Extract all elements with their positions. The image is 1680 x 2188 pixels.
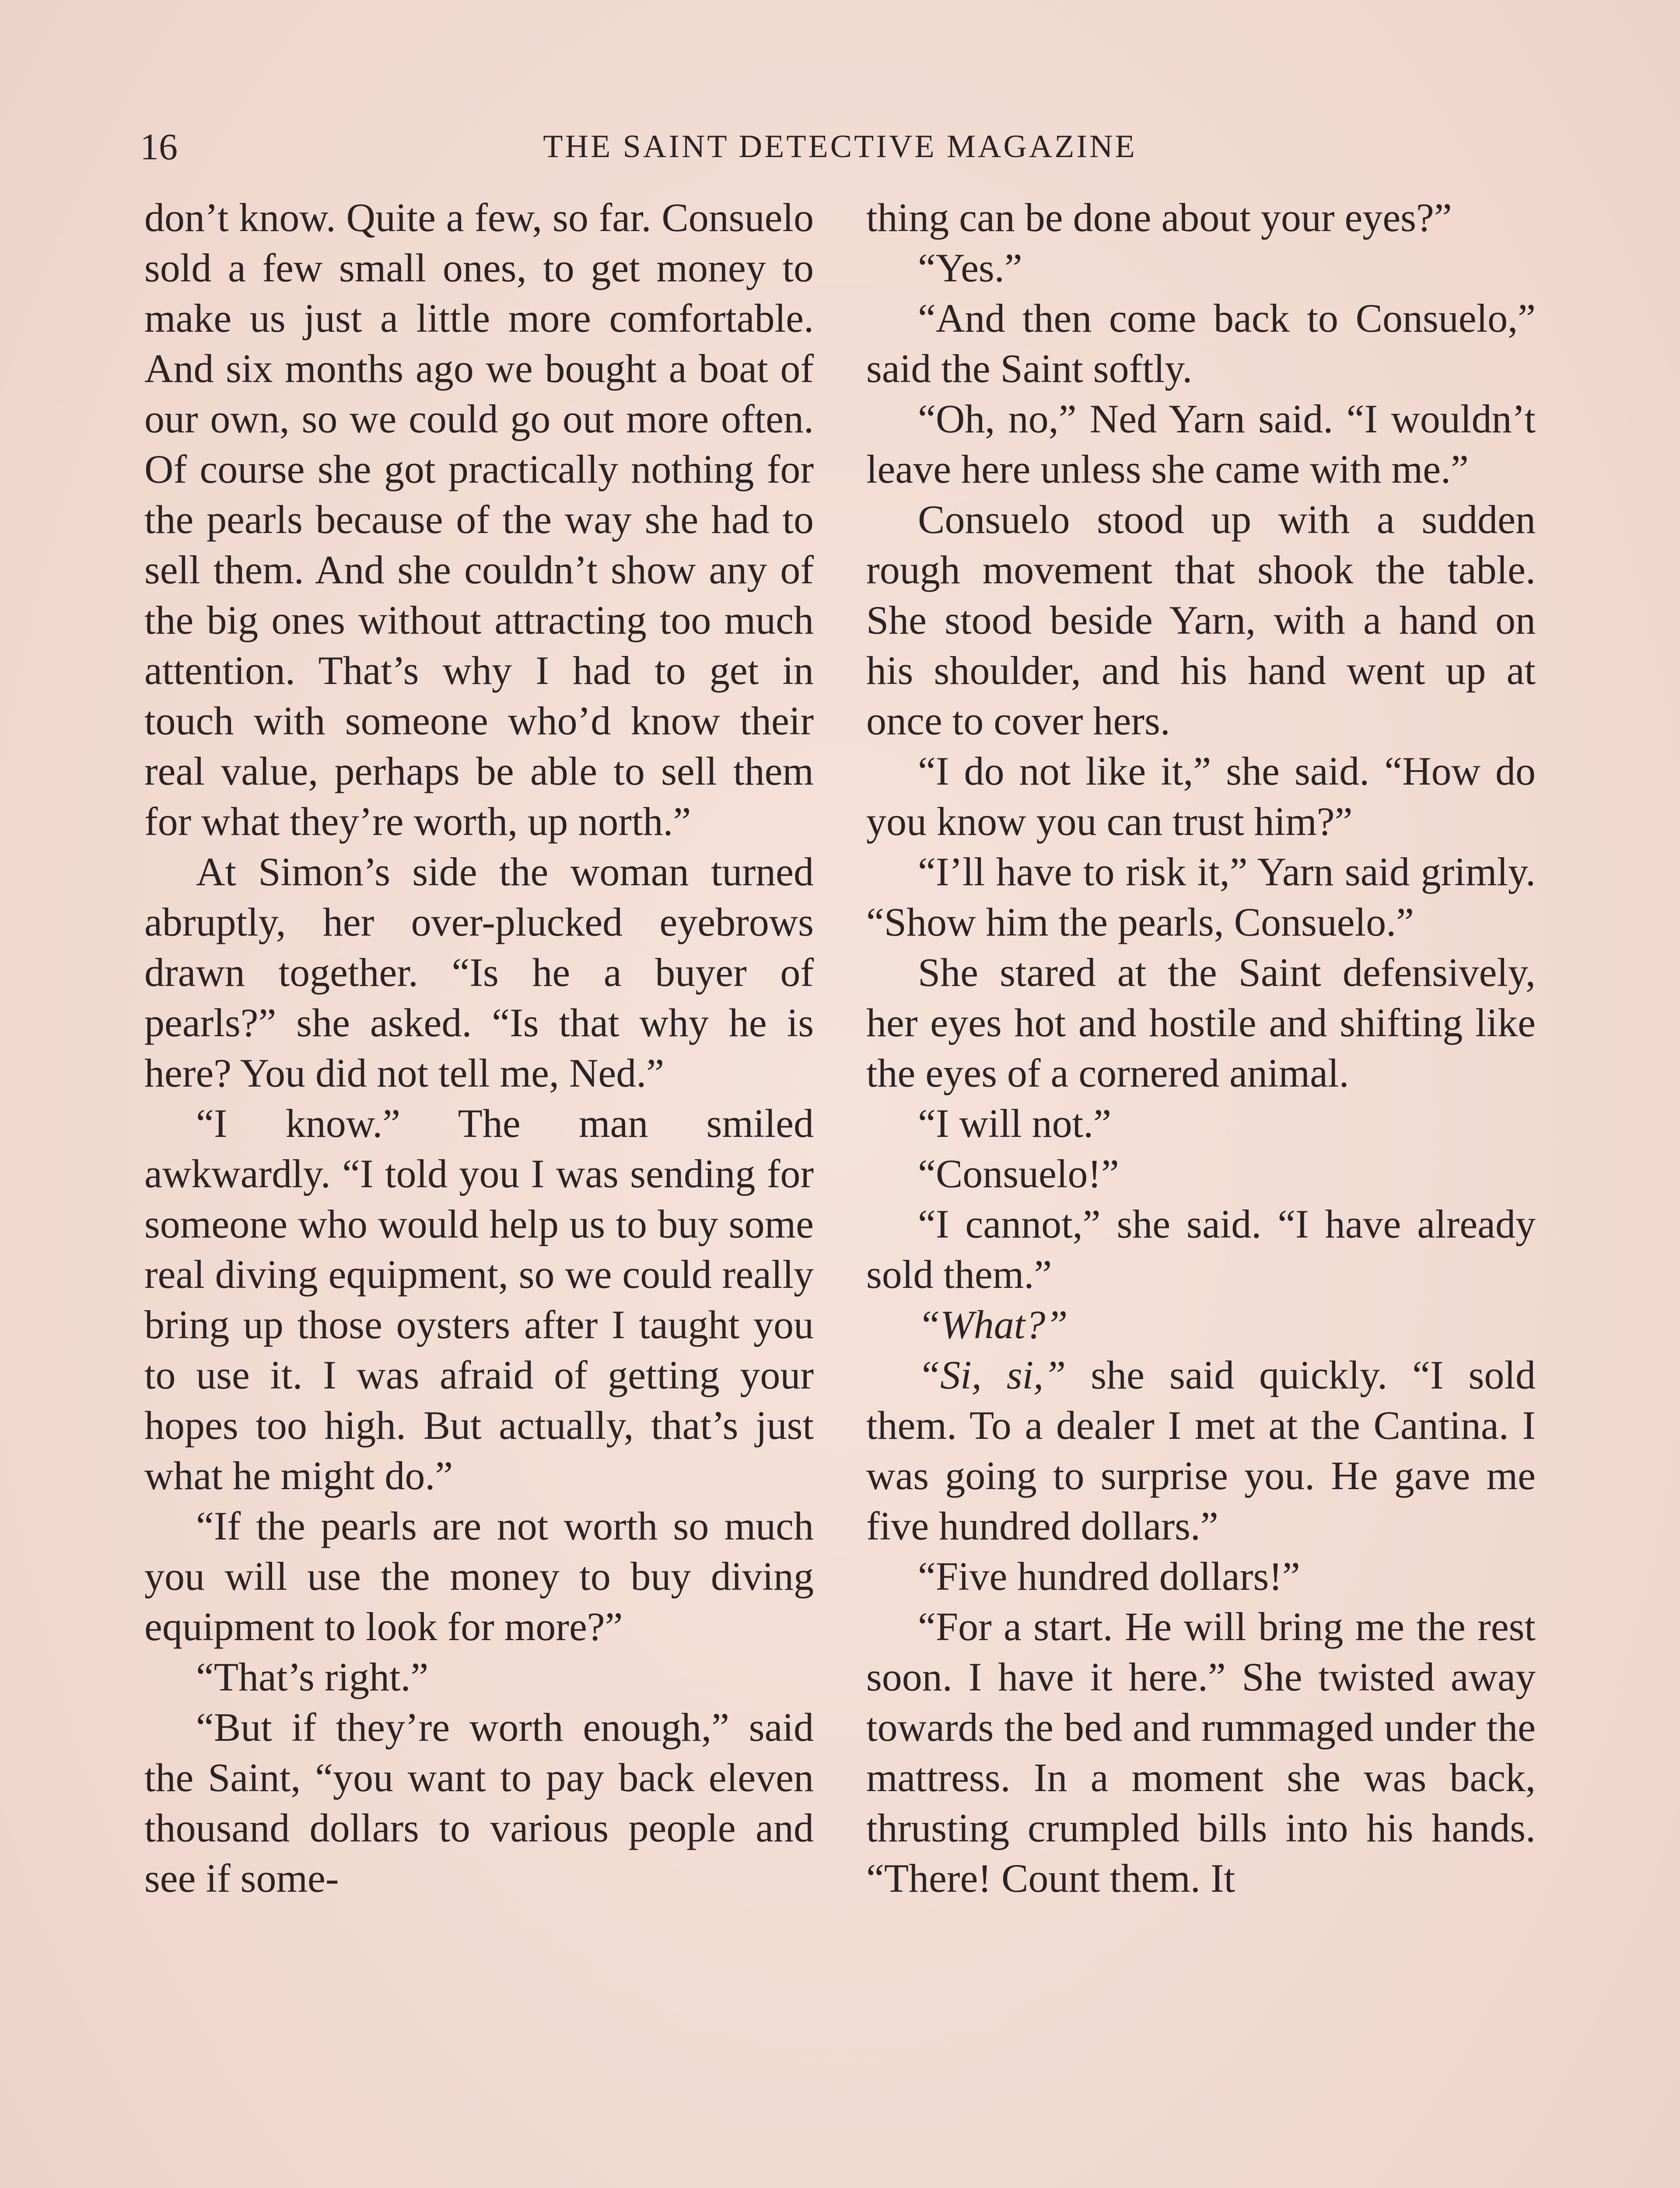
italic-text: “Si, si,” <box>918 1353 1066 1397</box>
paragraph: At Simon’s side the woman turned abruptly, her over-plucked eyebrows drawn together. “Is he a buyer of pearls?” she asked. “Is that why he is here? You did not tell me, Ned.” <box>144 849 814 1095</box>
page-number: 16 <box>140 126 178 168</box>
paragraph: don’t know. Quite a few, so far. Consuelo sold a few small ones, to get money to make us just a little more comfortable. And six months ago we bought a boat of our own, so we could go out more often. Of course she got practically nothing for the pearls because of the way she had to sell them. And she couldn’t show any of the big ones without attracting too much attention. That’s why I had to get in touch with someone who’d know their real value, perhaps be able to sell them for what they’re worth, up north.” <box>144 195 814 844</box>
paragraph: “If the pearls are not worth so much you will use the money to buy diving equipment to look for more?” <box>144 1504 814 1649</box>
paragraph: She stared at the Saint defensively, her eyes hot and hostile and shifting like the eyes of a cornered animal. <box>866 950 1536 1095</box>
paragraph: “For a start. He will bring me the rest soon. I have it here.” She twisted away towards the bed and rummaged under the mattress. In a moment she was back, thrusting crumpled bills into his hands. “There! Count them. It <box>866 1604 1536 1900</box>
paragraph: “Consuelo!” <box>918 1151 1119 1196</box>
page-header <box>140 123 1540 171</box>
running-title: THE SAINT DETECTIVE MAGAZINE <box>543 129 1137 165</box>
paragraph: “I do not like it,” she said. “How do you know you can trust him?” <box>866 749 1536 844</box>
paragraph: “I cannot,” she said. “I have already sold them.” <box>866 1202 1536 1297</box>
right-column <box>866 193 1536 2188</box>
italic-text: “What?” <box>918 1302 1068 1347</box>
paragraph: thing can be done about your eyes?” <box>866 195 1452 240</box>
paragraph <box>866 1350 1536 1551</box>
paragraph: “I’ll have to risk it,” Yarn said grimly. “Show him the pearls, Consuelo.” <box>866 849 1536 944</box>
paragraph <box>866 1300 1536 1350</box>
paragraph: “That’s right.” <box>196 1655 429 1699</box>
left-column <box>144 193 814 2188</box>
paragraph: Consuelo stood up with a sudden rough movement that shook the table. She stood beside Yarn, with a hand on his shoulder, and his hand went up at once to cover hers. <box>866 497 1536 743</box>
paragraph: “Yes.” <box>918 245 1022 290</box>
paragraph: “Five hundred dollars!” <box>918 1554 1300 1599</box>
paragraph: “I will not.” <box>918 1101 1111 1146</box>
paragraph: “And then come back to Consuelo,” said the Saint softly. <box>866 296 1536 391</box>
paragraph: “But if they’re worth enough,” said the Saint, “you want to pay back eleven thousand dollars to various people and see if some- <box>144 1705 814 1900</box>
paragraph: “I know.” The man smiled awkwardly. “I told you I was sending for someone who would help us to buy some real diving equipment, so we could really bring up those oysters after I taught you to use it. I was afraid of getting your hopes too high. But actually, that’s just what he might do.” <box>144 1101 814 1498</box>
paragraph: “Oh, no,” Ned Yarn said. “I wouldn’t leave here unless she came with me.” <box>866 396 1536 491</box>
paragraph-text: she said quickly. “I sold them. To a dealer I met at the Cantina. I was going to surprise you. He gave me five hundred dollars.” <box>866 1353 1536 1548</box>
